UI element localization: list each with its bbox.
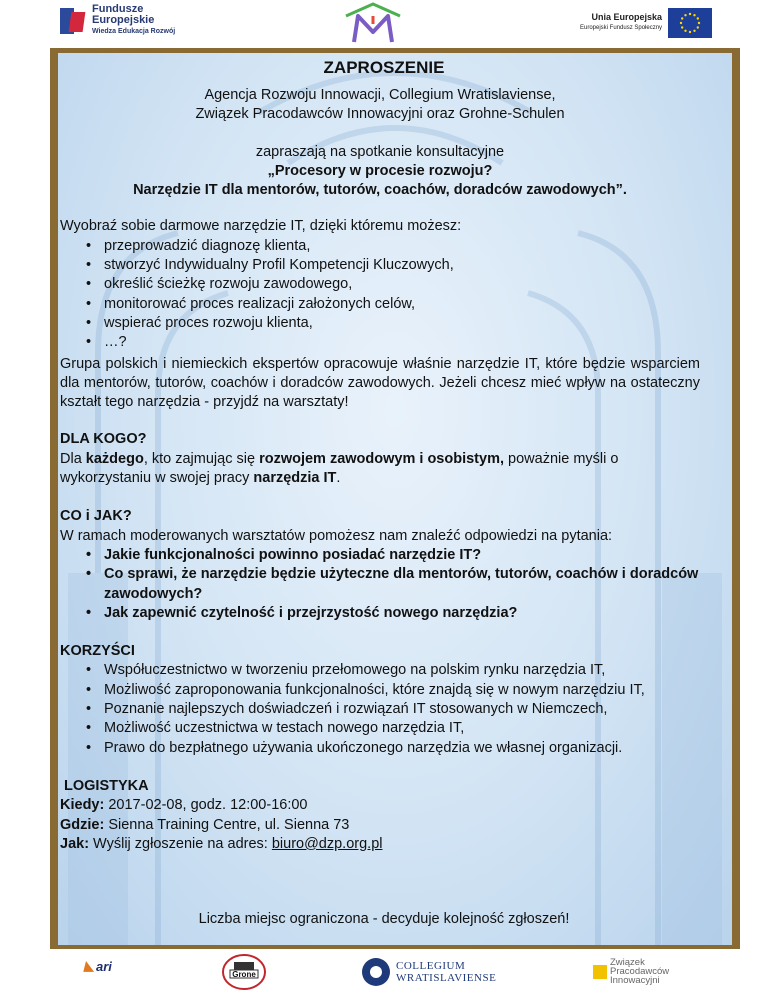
korzysci-list: [60, 661, 700, 757]
logistyka-kiedy: Kiedy: 2017-02-08, godz. 12:00-16:00: [60, 797, 308, 814]
list-item: • Możliwość uczestnictwa w testach nowego narzędzia IT,: [60, 719, 700, 738]
grone-logo: [222, 954, 266, 990]
intro-invite-line: zapraszają na spotkanie konsultacyjne: [255, 143, 505, 160]
m-logo-icon: [338, 2, 408, 44]
svg-text:Grone: Grone: [232, 970, 256, 979]
unia-europejska-logo: [580, 8, 712, 38]
collegium-seal-icon: [362, 958, 390, 986]
ue-logo-line1: Unia Europejska: [591, 12, 663, 22]
page-title: ZAPROSZENIE: [323, 58, 445, 77]
email-link[interactable]: biuro@dzp.org.pl: [271, 835, 383, 852]
co-i-jak-lead: W ramach moderowanych warsztatów pomożesz nam znaleźć odpowiedzi na pytania:: [60, 527, 613, 544]
logistyka-heading: LOGISTYKA: [64, 777, 149, 794]
fe-logo-line1: Fundusze: [92, 3, 144, 15]
ari-mark-icon: ◣: [84, 958, 94, 973]
seats-limited-note: Liczba miejsc ograniczona - decyduje kolejność zgłoszeń!: [198, 911, 570, 927]
tool-paragraph: Grupa polskich i niemieckich ekspertów opracowuje właśnie narzędzie IT, które będzie wsparciem dla mentorów, tutorów, coachów i doradców zawodowych. Jeżeli chcesz mieć wpływ na ostateczny kształt tego narzędzia - przyjdź na warsztaty!: [60, 355, 700, 411]
invitation-content: [60, 58, 700, 854]
collegium-wratislaviense-logo: COLLEGIUM WRATISLAVIENSE: [362, 958, 496, 986]
list-item: • Poznanie najlepszych doświadczeń i rozwiązań IT stosowanych w Niemczech,: [60, 700, 700, 719]
logistyka-gdzie: Gdzie: Sienna Training Centre, ul. Sienna 73: [60, 816, 350, 833]
list-item: • Jak zapewnić czytelność i przejrzystość nowego narzędzia?: [60, 604, 700, 623]
list-item: • Prawo do bezpłatnego używania ukończonego narzędzia we własnej organizacji.: [60, 739, 700, 758]
zpi-square-icon: [593, 965, 607, 979]
intro-organizers-line2: Związek Pracodawców Innowacyjni oraz Grohne-Schulen: [195, 106, 565, 123]
list-item: • …?: [60, 333, 700, 352]
eu-flag-icon: [668, 8, 712, 38]
list-item: • Możliwość zaproponowania funkcjonalności, które znajdą się w nowym narzędziu IT,: [60, 681, 700, 700]
grone-train-icon: [222, 954, 266, 990]
footer-logos: [0, 952, 768, 994]
ari-logo: ◣ ari: [84, 958, 112, 974]
list-item: • Co sprawi, że narzędzie będzie użyteczne dla mentorów, tutorów, coachów i doradców zawodowych?: [60, 565, 700, 604]
list-item: • przeprowadzić diagnozę klienta,: [60, 237, 700, 256]
list-item: • określić ścieżkę rozwoju zawodowego,: [60, 275, 700, 294]
korzysci-heading: KORZYŚCI: [60, 643, 135, 660]
logistyka-jak: Jak: Wyślij zgłoszenie na adres: biuro@dzp.org.pl: [60, 835, 383, 852]
list-item: • wspierać proces rozwoju klienta,: [60, 314, 700, 333]
list-item: • stworzyć Indywidualny Profil Kompetencji Kluczowych,: [60, 256, 700, 275]
tool-lead: Wyobraź sobie darmowe narzędzie IT, dzięki któremu możesz:: [60, 218, 462, 235]
tool-list: [60, 237, 700, 353]
intro-event-title-line1: „Procesory w procesie rozwoju?: [267, 162, 493, 179]
fe-logo-line2: Europejskie: [92, 14, 155, 26]
dla-kogo-heading: DLA KOGO?: [60, 431, 147, 448]
header-logos: [0, 0, 768, 46]
fundusze-europejskie-logo: [60, 4, 175, 37]
fe-flag-icon: [60, 6, 86, 36]
zwiazek-pracodawcow-logo: Związek Pracodawców Innowacyjni: [593, 958, 669, 985]
fe-logo-line3: Wiedza Edukacja Rozwój: [92, 28, 176, 35]
dla-kogo-text: Dla każdego, kto zajmując się rozwojem zawodowym i osobistym, poważnie myśli o wykorzystaniu w swojej pracy narzędzia IT.: [60, 450, 619, 487]
list-item: • Jakie funkcjonalności powinno posiadać narzędzie IT?: [60, 546, 700, 565]
intro-organizers-line1: Agencja Rozwoju Innowacji, Collegium Wratislaviense,: [204, 87, 556, 103]
list-item: • Współuczestnictwo w tworzeniu przełomowego na polskim rynku narzędzia IT,: [60, 661, 700, 680]
co-i-jak-heading: CO i JAK?: [60, 508, 132, 525]
list-item: • monitorować proces realizacji założonych celów,: [60, 295, 700, 314]
co-i-jak-list: [60, 546, 700, 623]
ue-logo-line2: Europejski Fundusz Społeczny: [580, 25, 663, 31]
intro-event-title-line2: Narzędzie IT dla mentorów, tutorów, coachów, doradców zawodowych”.: [133, 182, 627, 199]
